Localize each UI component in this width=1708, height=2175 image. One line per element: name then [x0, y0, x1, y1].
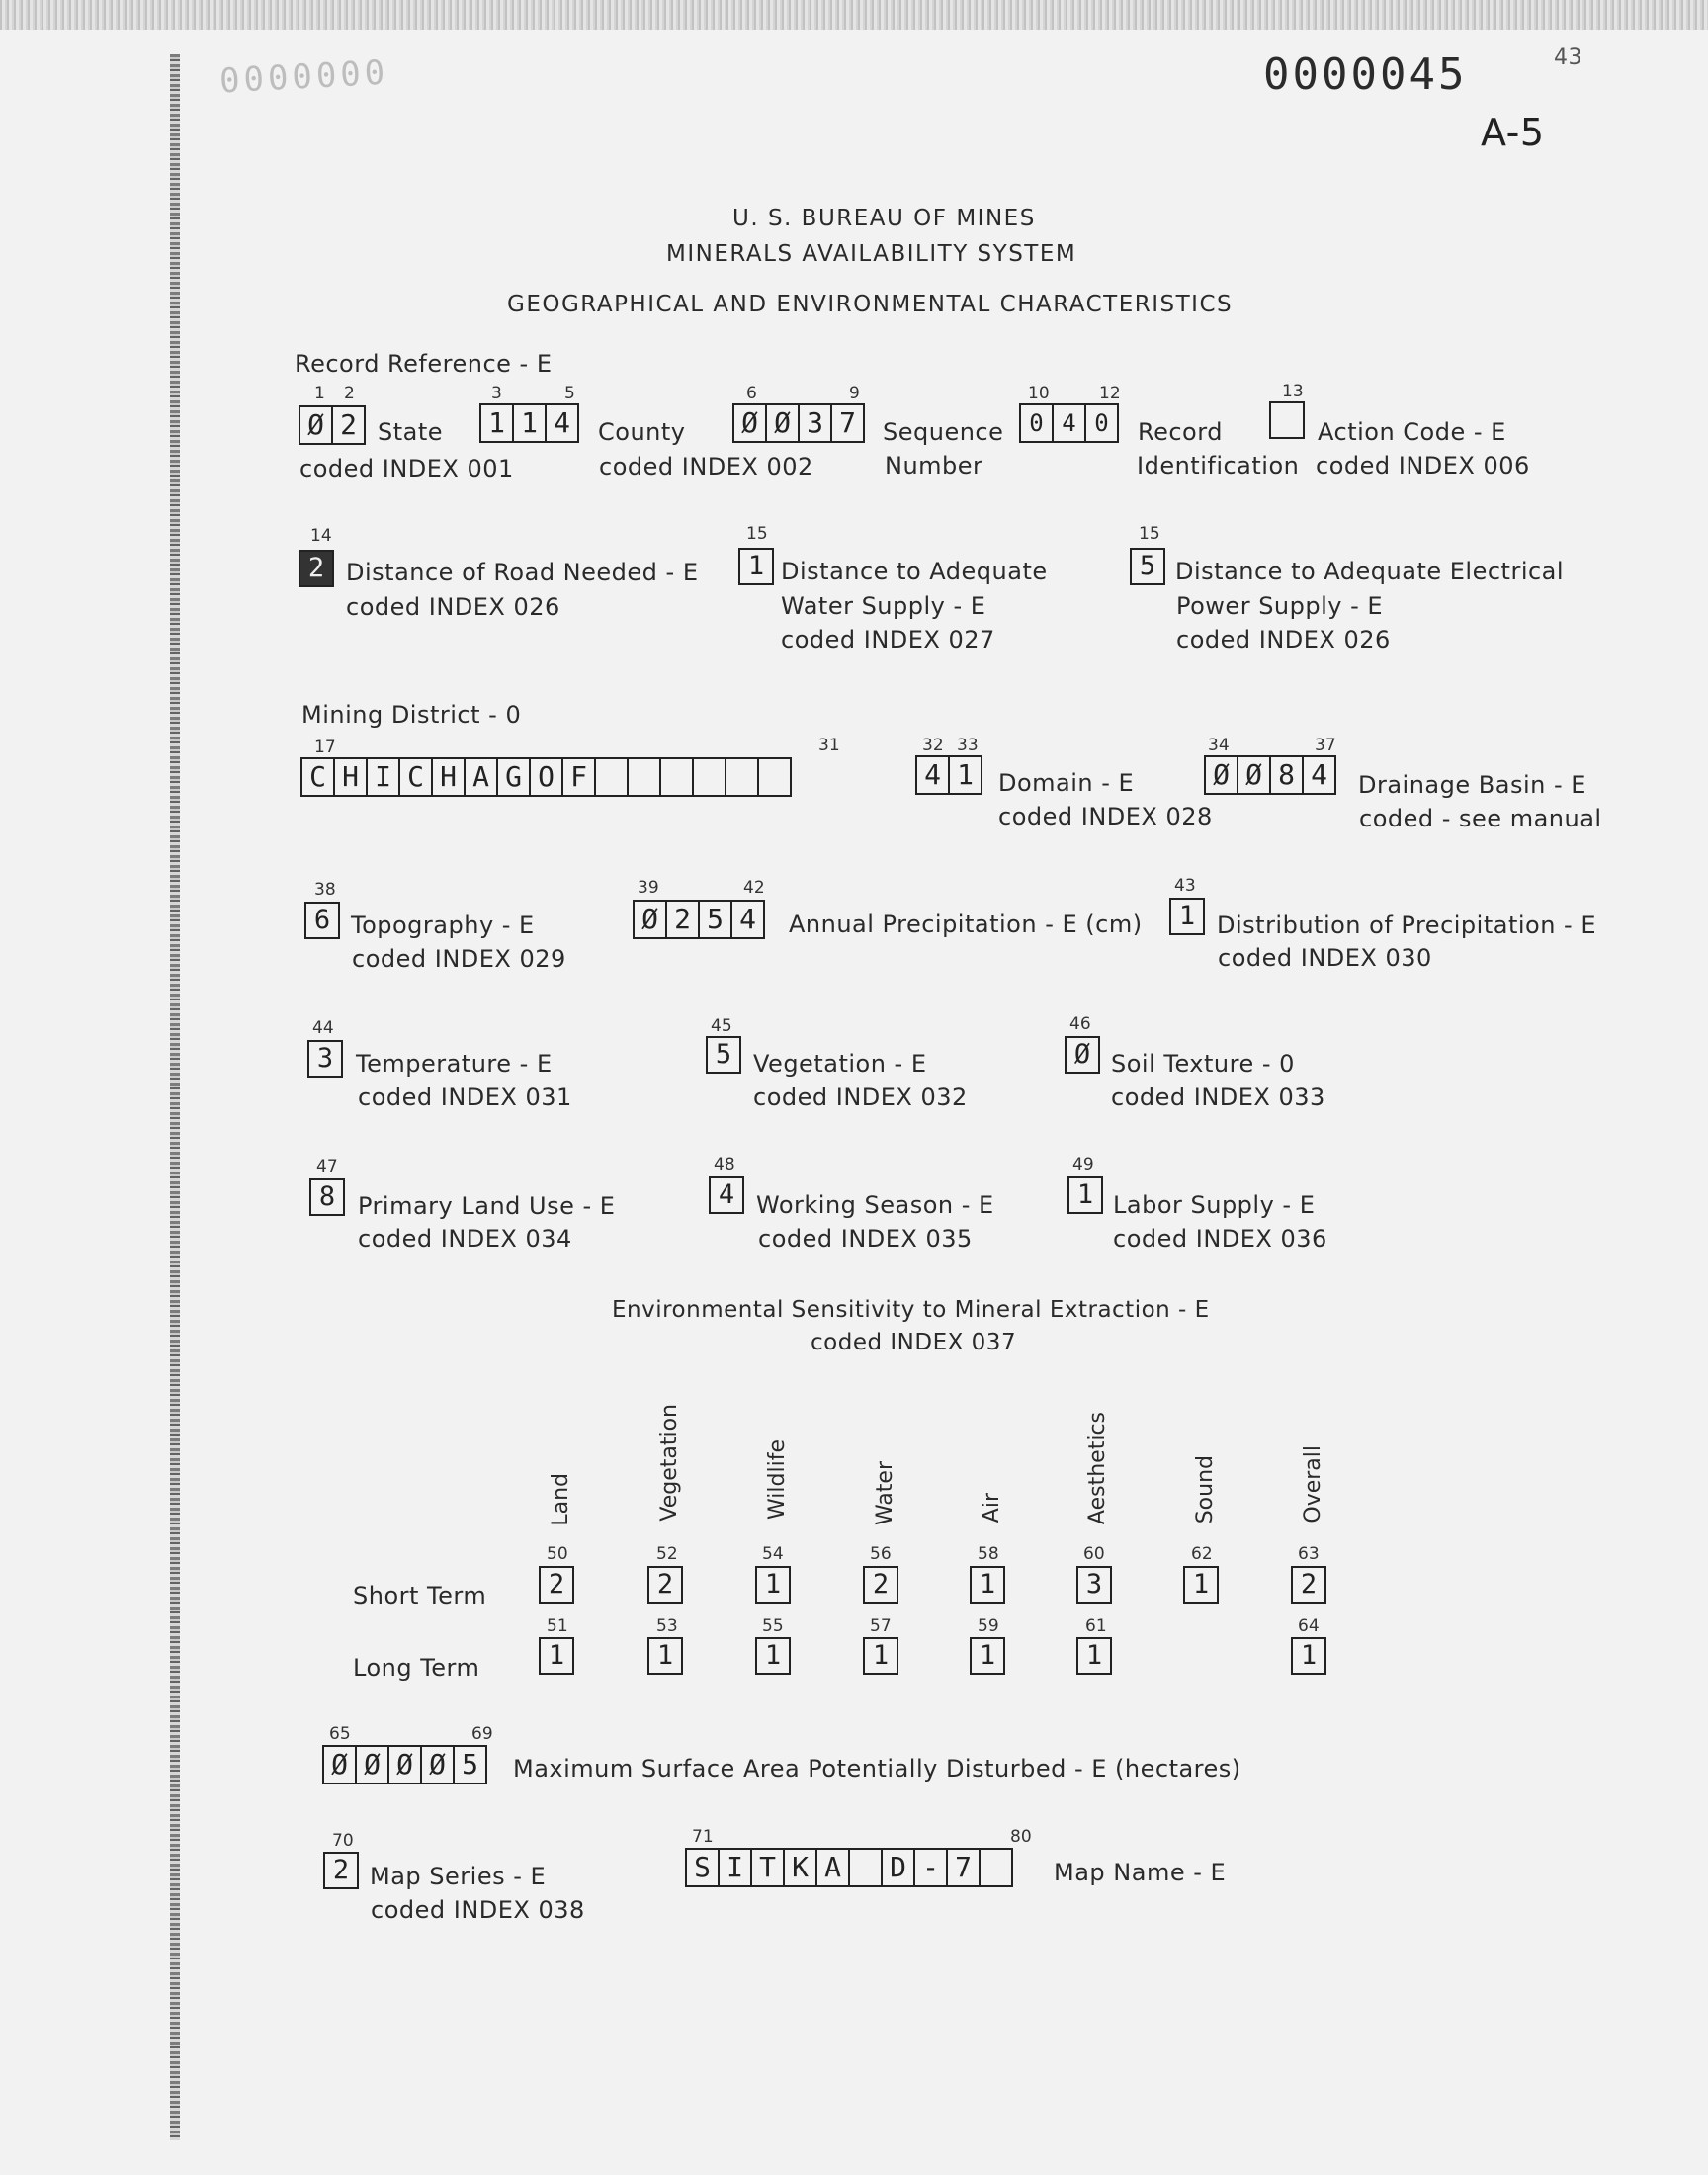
topography-label: Topography - E — [351, 912, 535, 939]
col-number: 58 — [978, 1544, 999, 1564]
col-number: 59 — [978, 1616, 999, 1636]
header-agency: U. S. BUREAU OF MINES — [732, 206, 1036, 231]
code-cell[interactable]: 3 — [798, 403, 832, 443]
long-term-label: Long Term — [353, 1654, 480, 1682]
col-number: 53 — [656, 1616, 678, 1636]
long-term-vegetation-box[interactable]: 1 — [647, 1637, 683, 1675]
code-cell[interactable]: K — [783, 1848, 817, 1887]
code-cell[interactable]: 0 — [1084, 403, 1119, 443]
col-number: 52 — [656, 1544, 678, 1564]
code-cell[interactable]: Ø — [322, 1745, 357, 1784]
col-number: 71 — [692, 1827, 714, 1847]
col-number: 57 — [870, 1616, 892, 1636]
col-number: 50 — [547, 1544, 568, 1564]
code-cell[interactable]: O — [529, 757, 563, 797]
long-term-land-box[interactable]: 1 — [539, 1637, 574, 1675]
drainage-basin-label: Drainage Basin - E — [1358, 771, 1586, 799]
code-cell[interactable]: H — [431, 757, 466, 797]
col-number: 9 — [849, 384, 860, 403]
land-use-box[interactable]: 8 — [309, 1178, 345, 1216]
domain-label: Domain - E — [998, 769, 1135, 797]
code-cell[interactable]: H — [333, 757, 368, 797]
road-distance-box[interactable]: 2 — [299, 550, 334, 587]
code-cell[interactable]: G — [496, 757, 531, 797]
col-number: 3 — [491, 384, 502, 403]
short-term-air-box[interactable]: 1 — [970, 1566, 1005, 1604]
temperature-box[interactable]: 3 — [307, 1040, 343, 1078]
col-number: 1 — [314, 384, 325, 403]
col-number: 2 — [344, 384, 355, 403]
water-distance-sub: coded INDEX 027 — [781, 626, 995, 653]
temperature-label: Temperature - E — [356, 1050, 553, 1078]
topography-sub: coded INDEX 029 — [352, 945, 566, 973]
col-number: 38 — [314, 880, 336, 900]
working-season-sub: coded INDEX 035 — [758, 1225, 973, 1253]
col-number: 56 — [870, 1544, 892, 1564]
precip-distribution-sub: coded INDEX 030 — [1218, 944, 1432, 972]
record-id-cells[interactable] — [1019, 403, 1117, 443]
code-cell[interactable]: 1 — [512, 403, 547, 443]
col-number: 33 — [957, 736, 979, 755]
power-distance-box[interactable]: 5 — [1130, 548, 1165, 585]
code-cell[interactable] — [979, 1848, 1013, 1887]
code-cell[interactable]: Ø — [765, 403, 800, 443]
col-number: 47 — [316, 1157, 338, 1176]
document-number: 0000045 — [1263, 49, 1468, 100]
topography-box[interactable]: 6 — [304, 902, 340, 939]
water-distance-box[interactable]: 1 — [738, 548, 774, 585]
col-number: 10 — [1028, 384, 1050, 403]
working-season-label: Working Season - E — [756, 1191, 994, 1219]
code-cell[interactable]: 2 — [665, 900, 700, 939]
code-cell[interactable]: T — [750, 1848, 785, 1887]
scan-left-edge — [170, 54, 180, 2140]
soil-texture-sub: coded INDEX 033 — [1111, 1084, 1325, 1111]
column-header-overall: Overall — [1301, 1445, 1325, 1523]
page-number: 43 — [1554, 45, 1582, 70]
col-number: 61 — [1085, 1616, 1107, 1636]
short-term-land-box[interactable]: 2 — [539, 1566, 574, 1604]
col-number: 17 — [314, 738, 336, 757]
short-term-wildlife-box[interactable]: 1 — [755, 1566, 791, 1604]
scan-top-edge — [0, 0, 1708, 30]
col-number: 55 — [762, 1616, 784, 1636]
vegetation-box[interactable]: 5 — [706, 1036, 741, 1074]
column-header-vegetation: Vegetation — [657, 1404, 682, 1522]
map-series-label: Map Series - E — [370, 1863, 547, 1890]
short-term-overall-box[interactable]: 2 — [1291, 1566, 1326, 1604]
col-number: 49 — [1072, 1155, 1094, 1174]
col-number: 31 — [818, 736, 840, 755]
code-cell[interactable]: 8 — [1269, 755, 1304, 795]
code-cell[interactable]: 4 — [915, 755, 950, 795]
long-term-air-box[interactable]: 1 — [970, 1637, 1005, 1675]
land-use-label: Primary Land Use - E — [358, 1192, 616, 1220]
soil-texture-box[interactable]: Ø — [1065, 1036, 1100, 1074]
power-distance-label2: Power Supply - E — [1176, 592, 1384, 620]
mining-district-cells[interactable] — [300, 757, 790, 797]
code-cell[interactable]: Ø — [633, 900, 667, 939]
short-term-sound-box[interactable]: 1 — [1183, 1566, 1219, 1604]
col-number: 69 — [471, 1724, 493, 1744]
col-number: 63 — [1298, 1544, 1320, 1564]
long-term-aesthetics-box[interactable]: 1 — [1076, 1637, 1112, 1675]
long-term-overall-box[interactable]: 1 — [1291, 1637, 1326, 1675]
labor-supply-label: Labor Supply - E — [1113, 1191, 1316, 1219]
code-cell[interactable] — [692, 757, 726, 797]
column-header-sound: Sound — [1193, 1455, 1218, 1524]
sequence-sub: Number — [885, 452, 983, 479]
drainage-basin-cells[interactable] — [1204, 755, 1334, 795]
appendix-label: A-5 — [1481, 111, 1545, 154]
working-season-box[interactable]: 4 — [709, 1176, 744, 1214]
column-header-land: Land — [549, 1473, 573, 1526]
road-distance-sub: coded INDEX 026 — [346, 593, 560, 621]
code-cell[interactable]: Ø — [299, 405, 333, 445]
code-cell[interactable]: A — [815, 1848, 850, 1887]
temperature-sub: coded INDEX 031 — [358, 1084, 572, 1111]
col-number: 32 — [922, 736, 944, 755]
mining-district-heading: Mining District - 0 — [301, 701, 522, 729]
code-cell[interactable]: A — [464, 757, 498, 797]
code-cell[interactable]: 7 — [946, 1848, 981, 1887]
surface-area-cells[interactable] — [322, 1745, 485, 1784]
column-header-aesthetics: Aesthetics — [1085, 1412, 1110, 1525]
action-code-label: Action Code - E — [1318, 418, 1506, 446]
col-number: 60 — [1083, 1544, 1105, 1564]
column-header-wildlife: Wildlife — [765, 1439, 790, 1520]
code-cell[interactable] — [725, 757, 759, 797]
drainage-basin-sub: coded - see manual — [1359, 805, 1602, 832]
water-distance-label2: Water Supply - E — [781, 592, 986, 620]
labor-supply-box[interactable]: 1 — [1068, 1176, 1103, 1214]
vegetation-label: Vegetation - E — [753, 1050, 927, 1078]
land-use-sub: coded INDEX 034 — [358, 1225, 572, 1253]
state-code-cells[interactable] — [299, 405, 364, 445]
short-term-label: Short Term — [353, 1582, 487, 1610]
short-term-water-box[interactable]: 2 — [863, 1566, 898, 1604]
faded-stamp-number: 0000000 — [218, 52, 390, 102]
code-cell[interactable]: I — [366, 757, 400, 797]
long-term-wildlife-box[interactable]: 1 — [755, 1637, 791, 1675]
precip-distribution-label: Distribution of Precipitation - E — [1217, 912, 1596, 939]
code-cell[interactable]: C — [300, 757, 335, 797]
code-cell[interactable]: 4 — [730, 900, 765, 939]
col-number: 80 — [1010, 1827, 1032, 1847]
soil-texture-label: Soil Texture - 0 — [1111, 1050, 1295, 1078]
col-number: 39 — [638, 878, 659, 898]
code-cell[interactable]: 7 — [830, 403, 865, 443]
code-cell[interactable]: 5 — [453, 1745, 487, 1784]
col-number: 51 — [547, 1616, 568, 1636]
county-label: County — [598, 418, 686, 446]
col-number: 65 — [329, 1724, 351, 1744]
map-series-box[interactable]: 2 — [323, 1852, 359, 1889]
column-header-water: Water — [873, 1461, 897, 1526]
map-series-sub: coded INDEX 038 — [371, 1896, 585, 1924]
precipitation-cells[interactable] — [633, 900, 763, 939]
state-sub: coded INDEX 001 — [299, 455, 514, 482]
surface-area-label: Maximum Surface Area Potentially Disturbed - E (hectares) — [513, 1755, 1241, 1783]
domain-sub: coded INDEX 028 — [998, 803, 1213, 830]
sensitivity-sub: coded INDEX 037 — [811, 1330, 1017, 1355]
col-number: 13 — [1282, 382, 1304, 401]
labor-supply-sub: coded INDEX 036 — [1113, 1225, 1327, 1253]
sequence-code-cells[interactable] — [732, 403, 863, 443]
code-cell[interactable]: 2 — [331, 405, 366, 445]
col-number: 6 — [746, 384, 757, 403]
precipitation-label: Annual Precipitation - E (cm) — [789, 911, 1143, 938]
col-number: 54 — [762, 1544, 784, 1564]
sensitivity-heading: Environmental Sensitivity to Mineral Extraction - E — [612, 1297, 1210, 1323]
code-cell[interactable]: 1 — [948, 755, 982, 795]
county-code-cells[interactable] — [479, 403, 577, 443]
code-cell[interactable]: D — [881, 1848, 915, 1887]
col-number: 34 — [1208, 736, 1230, 755]
action-code-box[interactable] — [1269, 401, 1305, 439]
col-number: 46 — [1069, 1014, 1091, 1034]
action-code-sub: coded INDEX 006 — [1316, 452, 1530, 479]
state-label: State — [378, 418, 444, 446]
water-distance-label: Distance to Adequate — [781, 558, 1048, 585]
record-id-sub: Identification — [1137, 452, 1300, 479]
col-number: 43 — [1174, 876, 1196, 896]
short-term-aesthetics-box[interactable]: 3 — [1076, 1566, 1112, 1604]
col-number: 15 — [1139, 524, 1160, 544]
code-cell[interactable]: C — [398, 757, 433, 797]
code-cell[interactable]: Ø — [1237, 755, 1271, 795]
code-cell[interactable]: - — [913, 1848, 948, 1887]
col-number: 70 — [332, 1831, 354, 1851]
short-term-vegetation-box[interactable]: 2 — [647, 1566, 683, 1604]
power-distance-label: Distance to Adequate Electrical — [1175, 558, 1565, 585]
code-cell[interactable] — [659, 757, 694, 797]
code-cell[interactable]: 0 — [1019, 403, 1054, 443]
sequence-label: Sequence — [883, 418, 1004, 446]
code-cell[interactable] — [627, 757, 661, 797]
code-cell[interactable]: 4 — [1052, 403, 1086, 443]
power-distance-sub: coded INDEX 026 — [1176, 626, 1391, 653]
code-cell[interactable]: 1 — [479, 403, 514, 443]
col-number: 5 — [564, 384, 575, 403]
record-id-label: Record — [1138, 418, 1223, 446]
header-form-title: GEOGRAPHICAL AND ENVIRONMENTAL CHARACTERISTICS — [507, 292, 1234, 317]
code-cell[interactable] — [848, 1848, 883, 1887]
code-cell[interactable]: 5 — [698, 900, 732, 939]
code-cell[interactable]: F — [561, 757, 596, 797]
column-header-air: Air — [980, 1493, 1004, 1523]
code-cell[interactable] — [594, 757, 629, 797]
record-reference-heading: Record Reference - E — [295, 350, 553, 378]
code-cell[interactable]: 4 — [1302, 755, 1336, 795]
col-number: 37 — [1315, 736, 1336, 755]
road-distance-label: Distance of Road Needed - E — [346, 559, 699, 586]
precip-distribution-box[interactable]: 1 — [1169, 898, 1205, 935]
domain-cells[interactable] — [915, 755, 981, 795]
header-system: MINERALS AVAILABILITY SYSTEM — [666, 241, 1077, 267]
code-cell[interactable]: Ø — [1204, 755, 1238, 795]
col-number: 62 — [1191, 1544, 1213, 1564]
long-term-water-box[interactable]: 1 — [863, 1637, 898, 1675]
map-name-label: Map Name - E — [1054, 1859, 1227, 1886]
vegetation-sub: coded INDEX 032 — [753, 1084, 968, 1111]
col-number: 64 — [1298, 1616, 1320, 1636]
code-cell[interactable]: Ø — [355, 1745, 389, 1784]
code-cell[interactable]: S — [685, 1848, 720, 1887]
code-cell[interactable]: Ø — [387, 1745, 422, 1784]
col-number: 44 — [312, 1018, 334, 1038]
col-number: 45 — [711, 1016, 732, 1036]
code-cell[interactable] — [757, 757, 792, 797]
col-number: 14 — [310, 526, 332, 546]
code-cell[interactable]: I — [718, 1848, 752, 1887]
code-cell[interactable]: 4 — [545, 403, 579, 443]
map-name-cells[interactable] — [685, 1848, 1011, 1887]
code-cell[interactable]: Ø — [420, 1745, 455, 1784]
code-cell[interactable]: Ø — [732, 403, 767, 443]
col-number: 42 — [743, 878, 765, 898]
col-number: 48 — [714, 1155, 735, 1174]
county-sub: coded INDEX 002 — [599, 453, 813, 480]
col-number: 12 — [1099, 384, 1121, 403]
col-number: 15 — [746, 524, 768, 544]
